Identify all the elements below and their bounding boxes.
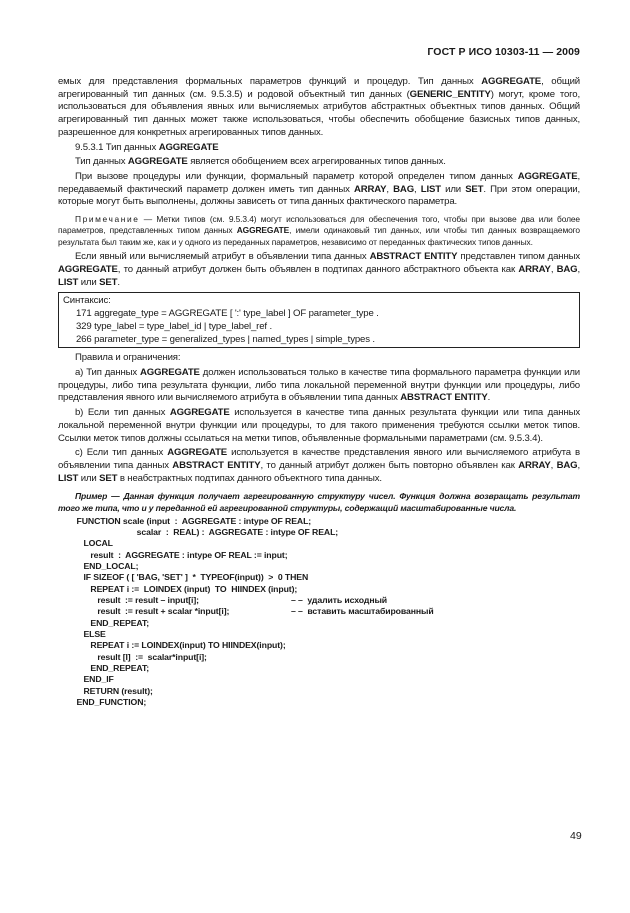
note-type-labels: [58, 214, 580, 248]
code-line: [58, 595, 580, 606]
text-segment: емых для представления формальных параметров функций и процедур. Тип данных: [58, 76, 482, 87]
syntax-line: 171 aggregate_type = AGGREGATE [ ':' type_label ] OF parameter_type .: [76, 308, 379, 320]
rule-c: [58, 447, 580, 485]
keyword-text: ARRAY: [518, 263, 551, 275]
text-segment: — Метки типов (см. 9.5.3.4) могут использоваться для обеспечения того, чтобы при вызове два или более параметров, представленных типом данных: [58, 214, 580, 236]
example-caption: Пример — Данная функция получает агрегированную структуру чисел. Функция должна возвращать результат того же типа, что и у переданной ей агрегированной структуры, содержащий масштабированные числа.: [58, 491, 580, 513]
code-line: [58, 538, 580, 549]
code-line: [58, 572, 580, 583]
syntax-line: 266 parameter_type = generalized_types | named_types | simple_types .: [76, 334, 375, 346]
page-content: [58, 76, 580, 708]
text-segment: в неабстрактных подтипах данного объектного типа данных.: [117, 472, 382, 484]
syntax-title: Синтаксис:: [63, 295, 111, 307]
text-segment: используется в качестве представления явного или вычисляемого атрибута в объявлении типа данных: [58, 447, 580, 471]
text-segment: ,: [550, 459, 557, 471]
text-segment: 9.5.3.1 Тип данных: [75, 141, 159, 153]
text-segment: или: [440, 183, 466, 195]
code-text: FUNCTION scale (input : AGGREGATE : intype OF REAL;: [58, 515, 312, 526]
code-line: [58, 618, 580, 629]
code-text: result := result – input[i];: [58, 594, 199, 605]
code-text: END_IF: [58, 674, 114, 685]
code-text: result := result + scalar *input[i];: [58, 606, 230, 617]
text-segment: Примечание: [75, 214, 140, 225]
text-segment: должен использоваться только в качестве типа формального параметра функции или процедуры, либо типа результата функции, либо типа локальной переменной внутри функции или процедуры, либо представления явного или вычисляемого атрибута в объявлении типа данных: [58, 367, 580, 404]
keyword-text: ARRAY: [518, 459, 551, 471]
text-segment: представлен типом данных: [457, 251, 581, 263]
keyword-text: LIST: [420, 183, 441, 195]
keyword-text: ARRAY: [353, 183, 387, 195]
keyword-text: AGGREGATE: [58, 263, 118, 275]
code-text: REPEAT i := LOINDEX(input) TO HIINDEX(input);: [58, 640, 286, 651]
code-text: LOCAL: [58, 538, 113, 549]
syntax-box: [58, 292, 580, 348]
text-segment: ,: [577, 459, 580, 471]
code-line: [58, 561, 580, 572]
code-line: [58, 629, 580, 640]
text-segment: . При этом операции, которые могут быть выполнены, должны зависеть от типа данных фактического параметра.: [58, 183, 581, 208]
text-segment: ,: [577, 263, 581, 275]
keyword-text: AGGREGATE: [169, 407, 230, 419]
code-text: REPEAT i := LOINDEX (input) TO HIINDEX (input);: [58, 583, 298, 594]
code-line: [58, 516, 580, 527]
code-line: [58, 584, 580, 595]
text-segment: , общий агрегированный тип данных (см. 9.5.3.5) и родовой объектный тип данных (: [58, 76, 580, 100]
text-segment: , то данный атрибут должен быть объявлен в подтипах данного абстрактного объекта как: [117, 263, 519, 275]
code-text: RETURN (result);: [58, 685, 153, 696]
keyword-text: SET: [465, 183, 484, 195]
keyword-text: ABSTRACT ENTITY: [172, 459, 261, 471]
keyword-text: SET: [99, 472, 118, 484]
text-segment: с) Если тип данных: [75, 447, 168, 459]
section-heading-9-5-3-1: [58, 142, 580, 155]
rules-title: Правила и ограничения:: [75, 352, 181, 364]
code-line: [58, 606, 580, 617]
code-line: [58, 640, 580, 651]
page-number: 49: [570, 830, 582, 842]
text-segment: ,: [550, 263, 557, 275]
code-line: [58, 652, 580, 663]
text-segment: или: [78, 472, 100, 484]
text-segment: При вызове процедуры или функции, формальный параметр которой определен типом данных: [75, 170, 518, 182]
code-text: ELSE: [58, 629, 106, 640]
code-text: END_LOCAL;: [58, 560, 139, 571]
code-line: [58, 674, 580, 685]
keyword-text: AGGREGATE: [481, 76, 542, 87]
text-segment: , имели одинаковый тип данных, или чтобы тип данных возвращаемого результата был таким же, как и у одного из переданных параметров, независимо от переданных фактических типов данных.: [58, 225, 580, 247]
rule-b: [58, 407, 580, 445]
paragraph-abstract-entity: [58, 251, 580, 289]
keyword-text: ABSTRACT ENTITY: [400, 392, 488, 404]
text-segment: или: [78, 276, 100, 288]
text-segment: является обобщением всех агрегированных типов данных.: [187, 156, 446, 168]
keyword-text: AGGREGATE: [236, 225, 290, 236]
code-text: result : AGGREGATE : intype OF REAL := input;: [58, 549, 288, 560]
keyword-text: BAG: [556, 263, 578, 275]
example-code-block: [58, 516, 580, 709]
code-text: END_FUNCTION;: [58, 697, 147, 708]
code-line: [58, 550, 580, 561]
keyword-text: BAG: [556, 459, 578, 471]
keyword-text: BAG: [393, 183, 415, 195]
paragraph-aggregate-generalization: [58, 156, 580, 169]
keyword-text: AGGREGATE: [167, 447, 228, 459]
standard-header: ГОСТ Р ИСО 10303-11 — 2009: [427, 46, 580, 58]
text-segment: Если явный или вычисляемый атрибут в объявлении типа данных: [75, 251, 370, 263]
code-line: [58, 663, 580, 674]
code-text: END_REPEAT;: [58, 617, 149, 628]
syntax-line: 329 type_label = type_label_id | type_label_ref .: [76, 321, 272, 333]
keyword-text: LIST: [58, 276, 79, 288]
text-segment: , то данный атрибут должен быть повторно объявлен как: [260, 459, 519, 471]
code-line: [58, 527, 580, 538]
text-segment: ,: [414, 183, 421, 195]
keyword-text: LIST: [58, 472, 79, 484]
code-text: IF SIZEOF ( [ 'BAG, 'SET' ] * TYPEOF(input)) > 0 THEN: [58, 572, 309, 583]
keyword-text: GENERIC_ENTITY: [409, 88, 491, 100]
code-comment: – – вставить масштабированный: [291, 606, 434, 617]
rule-a: [58, 367, 580, 405]
text-segment: ,: [386, 183, 394, 195]
paragraph-intro: [58, 76, 580, 140]
code-text: scalar : REAL) : AGGREGATE : intype OF REAL;: [58, 526, 339, 537]
text-segment: а) Тип данных: [75, 367, 141, 379]
keyword-text: AGGREGATE: [140, 367, 200, 379]
text-segment: b) Если тип данных: [75, 407, 170, 419]
code-text: END_REPEAT;: [58, 663, 149, 674]
text-segment: .: [117, 276, 120, 288]
text-segment: используется в качестве типа данных результата функции или типа данных локальной переменной внутри функции или процедуры, то для такого применения требуются ссылки меток типов. Ссылки меток типов должны ссылаться на метки типов, объявленные формальными параметрами (см. 9.5.3.4).: [58, 407, 580, 444]
code-line: [58, 686, 580, 697]
text-segment: , передаваемый фактический параметр должен иметь тип данных: [58, 170, 580, 195]
paragraph-procedure-call: [58, 171, 580, 209]
keyword-text: SET: [99, 276, 118, 288]
code-text: result [I] := scalar*input[i];: [58, 651, 207, 662]
code-comment: – – удалить исходный: [291, 594, 388, 605]
text-segment: Тип данных: [75, 156, 128, 168]
text-segment: .: [487, 392, 491, 404]
keyword-text: AGGREGATE: [517, 170, 578, 182]
keyword-text: AGGREGATE: [158, 141, 219, 153]
code-line: [58, 697, 580, 708]
text-segment: ) могут, кроме того, использоваться для объявления явных или вычисляемых атрибутов абстрактных объектных типов данных. Общий агрегированный тип данных может также использоваться, чтобы обеспечить обобщение базисных типов данных, разрешенное для конкретных агрегированных типов данных.: [58, 88, 580, 138]
keyword-text: AGGREGATE: [127, 156, 188, 168]
keyword-text: ABSTRACT ENTITY: [369, 251, 458, 263]
